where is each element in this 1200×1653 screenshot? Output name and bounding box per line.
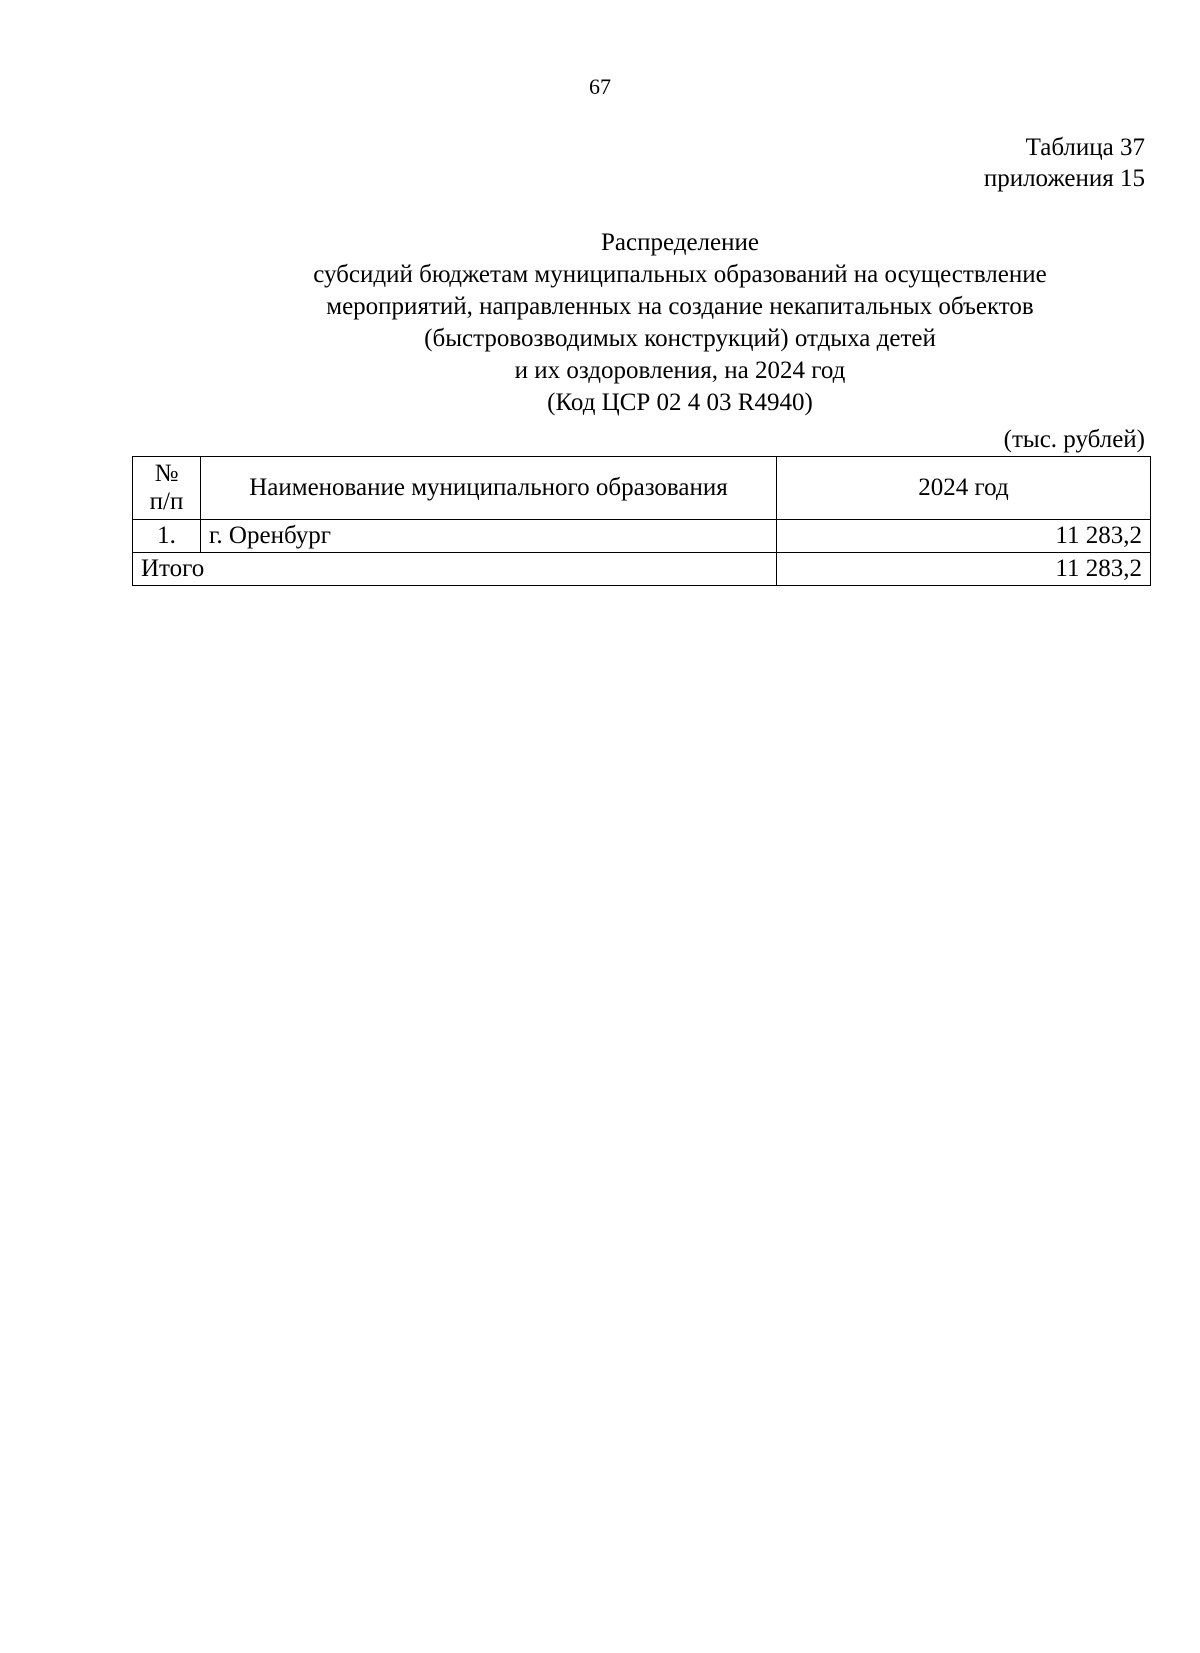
table-row [133, 520, 1151, 553]
page-number: 67 [589, 74, 611, 99]
row-value: 11 283,2 [777, 520, 1151, 553]
row-number: 1. [133, 520, 201, 553]
document-title [180, 227, 1180, 419]
title-line-1: Распределение [601, 229, 759, 256]
row-municipality-name: г. Оренбург [201, 520, 777, 553]
table-header-row [133, 457, 1151, 520]
title-line-6: (Код ЦСР 02 4 03 R4940) [547, 389, 813, 416]
header-number [133, 457, 201, 520]
distribution-table [132, 456, 1151, 586]
table-reference [984, 132, 1145, 194]
header-municipality-name: Наименование муниципального образования [201, 457, 777, 520]
table-reference-line-2: приложения 15 [983, 165, 1145, 192]
title-line-2: субсидий бюджетам муниципальных образований на осуществление [313, 261, 1047, 288]
title-line-3: мероприятий, направленных на создание некапитальных объектов [326, 293, 1034, 320]
header-year: 2024 год [777, 457, 1151, 520]
title-line-5: и их оздоровления, на 2024 год [514, 357, 846, 384]
title-line-4: (быстровозводимых конструкций) отдыха детей [424, 325, 936, 352]
header-number-symbol: № [154, 460, 179, 487]
table-total-row [133, 553, 1151, 586]
total-value: 11 283,2 [777, 553, 1151, 586]
units-label: (тыс. рублей) [1003, 426, 1145, 453]
header-number-abbrev: п/п [149, 488, 184, 515]
total-label: Итого [133, 553, 777, 586]
table-reference-line-1: Таблица 37 [1025, 134, 1145, 161]
